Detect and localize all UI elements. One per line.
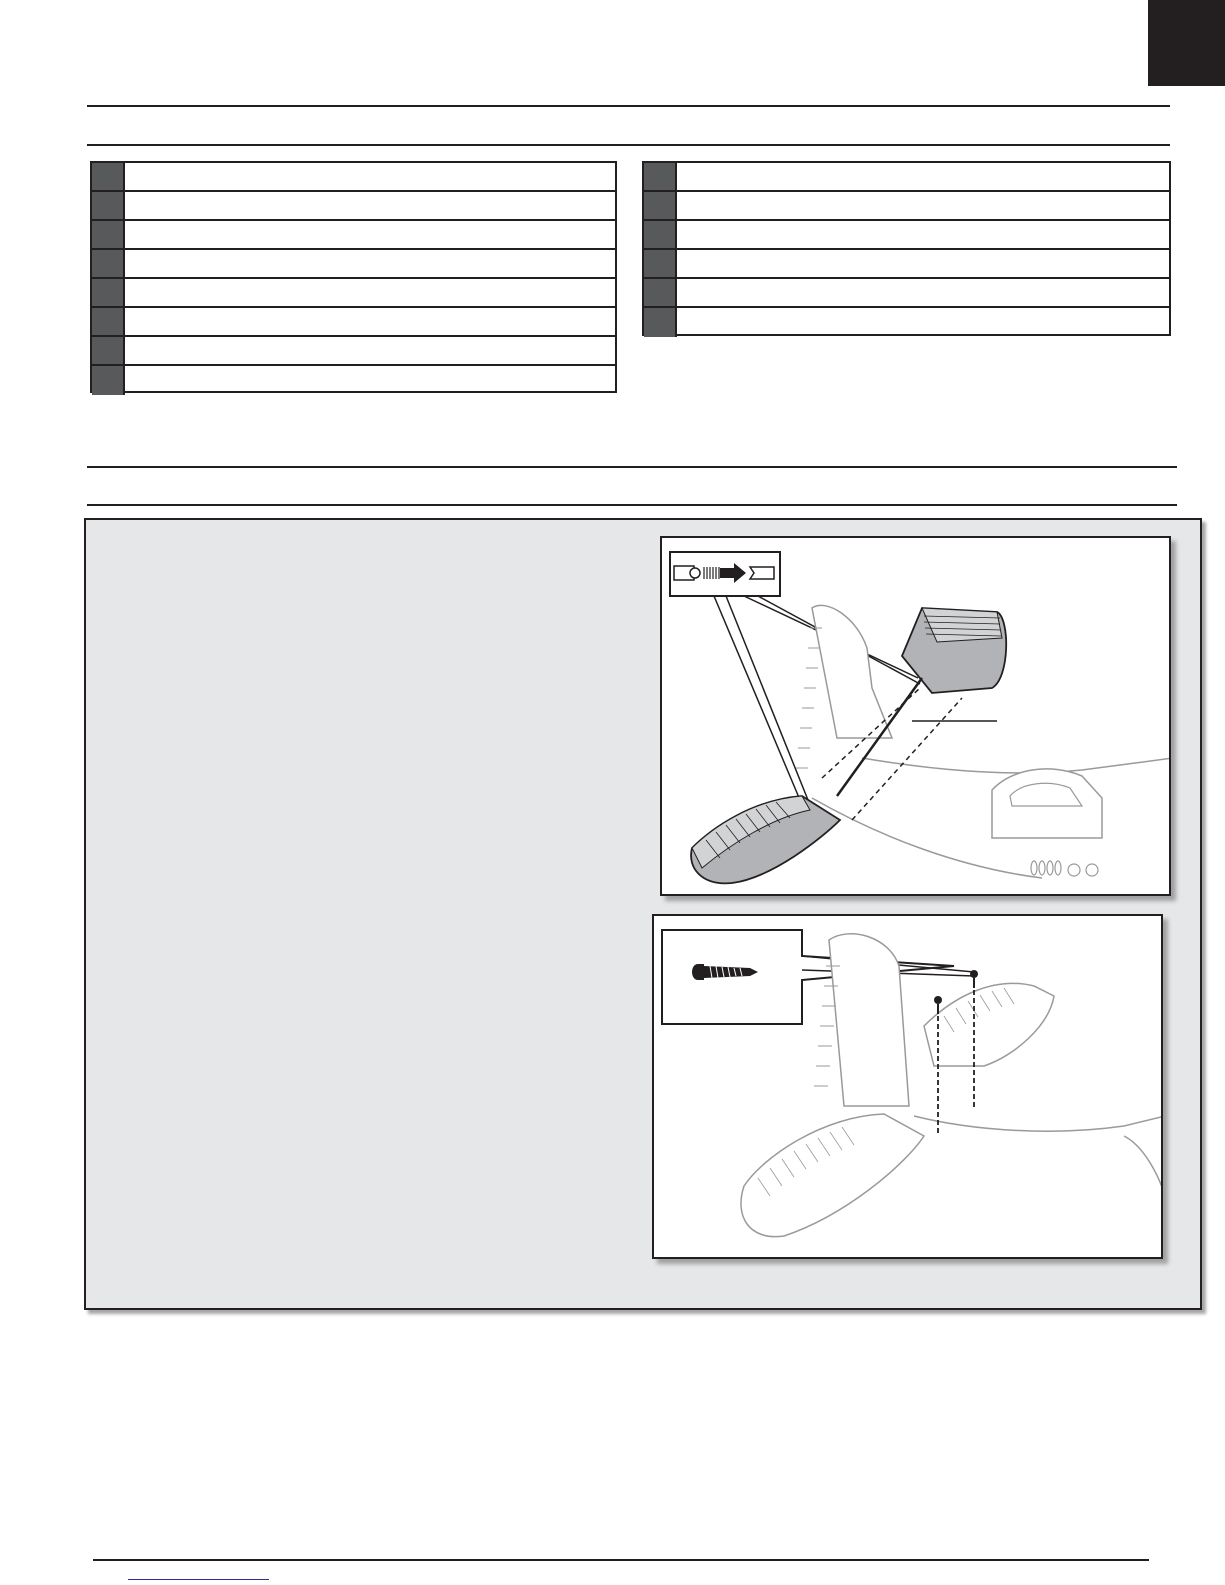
checklist-checkbox <box>644 279 677 306</box>
checklist-row <box>644 308 1169 337</box>
horizontal-stabilizer-installation-illustration <box>662 538 1171 896</box>
checklist-left <box>90 161 617 393</box>
checklist-checkbox <box>92 308 125 335</box>
checklist-checkbox <box>644 308 677 337</box>
checklist-checkbox <box>92 250 125 277</box>
checklist-row <box>92 250 615 279</box>
checklist-checkbox <box>644 163 677 190</box>
checklist-checkbox <box>644 192 677 219</box>
checklist-row <box>92 337 615 366</box>
section-top-rule <box>87 105 1170 107</box>
checklist-checkbox <box>92 192 125 219</box>
section-tab-marker <box>1148 0 1225 86</box>
assembly-top-rule <box>87 466 1177 468</box>
checklist-row <box>644 250 1169 279</box>
checklist-checkbox <box>92 221 125 248</box>
checklist-checkbox <box>92 366 125 395</box>
checklist-row <box>644 221 1169 250</box>
checklist-checkbox <box>92 163 125 190</box>
checklist-checkbox <box>644 221 677 248</box>
checklist-row <box>92 279 615 308</box>
stabilizer-screw-installation-illustration <box>654 916 1163 1259</box>
checklist-row <box>644 163 1169 192</box>
footer-rule <box>93 1559 1149 1561</box>
checklist-row <box>92 366 615 395</box>
figure-tail-assembly <box>660 536 1171 896</box>
checklist-checkbox <box>92 279 125 306</box>
checklist-row <box>92 192 615 221</box>
checklist-checkbox <box>644 250 677 277</box>
checklist-row <box>644 192 1169 221</box>
checklist-right <box>642 161 1171 336</box>
checklist-row <box>92 163 615 192</box>
footer-link[interactable] <box>128 1579 269 1580</box>
checklist-row <box>644 279 1169 308</box>
checklist-checkbox <box>92 337 125 364</box>
checklist-row <box>92 308 615 337</box>
procedure-panel <box>84 518 1202 1310</box>
assembly-header-rule <box>87 504 1177 506</box>
section-header-rule <box>87 144 1170 146</box>
figure-tail-screws <box>652 914 1163 1259</box>
checklist-row <box>92 221 615 250</box>
